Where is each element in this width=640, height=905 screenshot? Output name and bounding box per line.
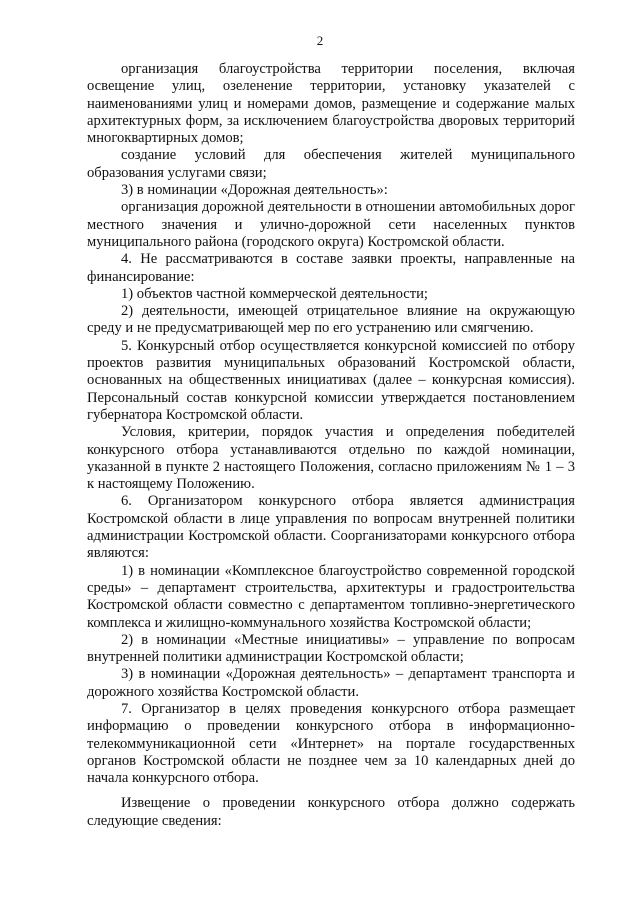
paragraph: Условия, критерии, порядок участия и определения победителей конкурсного отбора устанавливаются отдельно по каждой номинации, указанной в пункте 2 настоящего Положения, согласно приложениям № 1 – 3 к настоящему Положению. (87, 424, 575, 493)
paragraph: 3) в номинации «Дорожная деятельность» – департамент транспорта и дорожного хозяйства Костромской области. (87, 666, 575, 700)
paragraph: 5. Конкурсный отбор осуществляется конкурсной комиссией по отбору проектов развития муниципальных образований Костромской области, основанных на общественных инициативах (далее – конкурсная комиссия). Персональный состав конкурсной комиссии утверждается постановлением губернатора Костромской области. (87, 337, 575, 423)
paragraph: 6. Организатором конкурсного отбора является администрация Костромской области в лице управления по вопросам внутренней политики администрации Костромской области. Соорганизаторами конкурсного отбора являются: (87, 493, 575, 562)
paragraph: 2) деятельности, имеющей отрицательное влияние на окружающую среду и не предусматривающей мер по его устранению или смягчению. (87, 303, 575, 337)
document-body (87, 61, 575, 830)
paragraph: организация дорожной деятельности в отношении автомобильных дорог местного значения и улично-дорожной сети населенных пунктов муниципального района (городского округа) Костромской области. (87, 199, 575, 250)
paragraph: 3) в номинации «Дорожная деятельность»: (121, 182, 388, 199)
paragraph: 1) объектов частной коммерческой деятельности; (121, 285, 428, 302)
paragraph: 2) в номинации «Местные инициативы» – управление по вопросам внутренней политики администрации Костромской области; (87, 631, 575, 666)
paragraph: организация благоустройства территории поселения, включая освещение улиц, озеленение территории, установку указателей с наименованиями улиц и номерами домов, размещение и содержание малых архитектурных форм, за исключением благоустройства дворовых территорий многоквартирных домов; (87, 61, 575, 147)
page-number: 2 (316, 33, 324, 48)
paragraph: Извещение о проведении конкурсного отбора должно содержать следующие сведения: (87, 795, 575, 829)
paragraph: 4. Не рассматриваются в составе заявки проекты, направленные на финансирование: (87, 251, 575, 285)
paragraph: 7. Организатор в целях проведения конкурсного отбора размещает информацию о проведении конкурсного отбора в информационно-телекоммуникационной сети «Интернет» на портале государственных органов Костромской области не позднее чем за 10 календарных дней до начала конкурсного отбора. (87, 700, 575, 787)
paragraph: 1) в номинации «Комплексное благоустройство современной городской среды» – департамент строительства, архитектуры и градостроительства Костромской области совместно с департаментом топливно-энергетического комплекса и жилищно-коммунального хозяйства Костромской области; (87, 562, 575, 631)
paragraph: создание условий для обеспечения жителей муниципального образования услугами связи; (87, 147, 575, 181)
